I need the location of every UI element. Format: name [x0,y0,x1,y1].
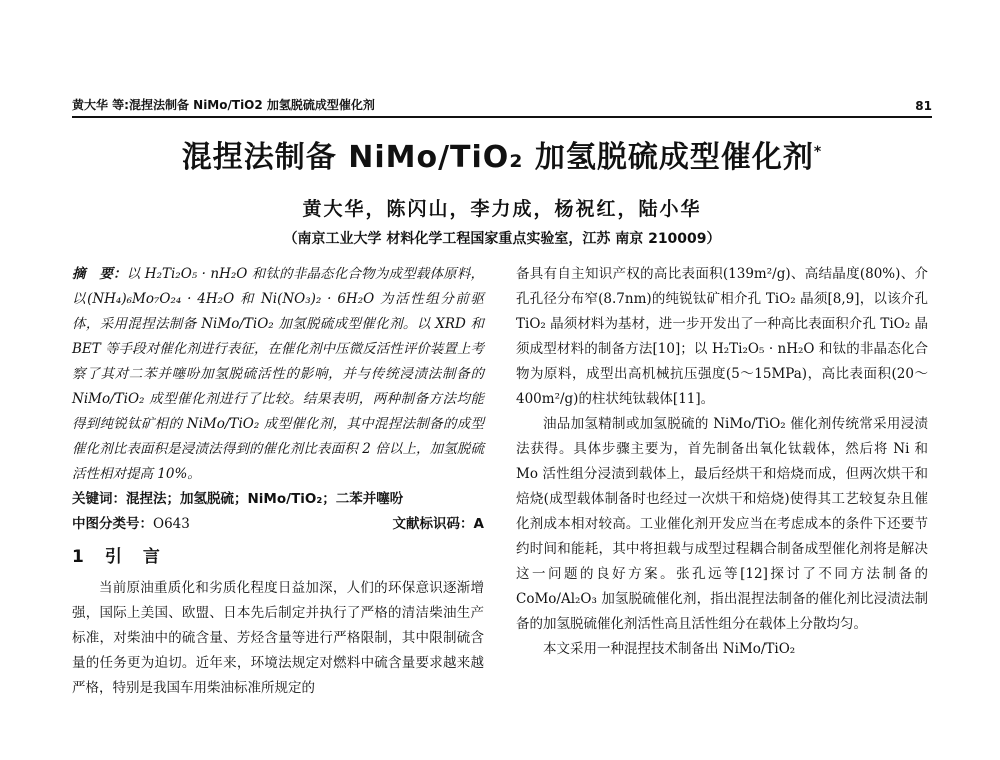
title-footnote-mark: * [813,144,823,160]
body-paragraph-1: 备具有自主知识产权的高比表面积(139m²/g)、高结晶度(80%)、介孔孔径分布窄(8.7nm)的纯锐钛矿相介孔 TiO₂ 晶须[8,9]，以该介孔 TiO₂ 晶须材料为基材，进一步开发出了一种高比表面积介孔 TiO₂ 晶须成型材料的制备方法[10]；以 H₂Ti₂O₅ · nH₂O 和钛的非晶态化合物为原料，成型出高机械抗压强度(5～15MPa)，高比表面积(20～400m²/g)的柱状纯钛载体[11]。 [516,266,928,407]
abstract-label: 摘 要： [72,266,127,282]
keywords [72,487,484,512]
author-list: 黄大华，陈闪山，李力成，杨祝红，陆小华 [302,198,702,220]
keywords-text: 混捏法；加氢脱硫；NiMo/TiO₂；二苯并噻吩 [126,491,404,507]
right-column [516,262,928,662]
body-paragraph-2: 油品加氢精制或加氢脱硫的 NiMo/TiO₂ 催化剂传统常采用浸渍法获得。具体步骤主要为，首先制备出氧化钛载体，然后将 Ni 和 Mo 活性组分浸渍到载体上，最后经烘干和焙烧而成，但两次烘干和焙烧(成型载体制备时也经过一次烘干和焙烧)使得其工艺较复杂且催化剂成本相对较高。工业催化剂开发应当在考虑成本的条件下还要节约时间和能耗，其中将担载与成型过程耦合制备成型催化剂将是解决这一问题的良好方案。张孔远等[12]探讨了不同方法制备的 CoMo/Al₂O₃ 加氢脱硫催化剂，指出混捏法制备的催化剂比浸渍法制备的加氢脱硫催化剂活性高且活性组分在载体上分散均匀。 [516,416,928,632]
clc-value: O643 [153,516,190,532]
paper-title [72,132,932,176]
classification-row [72,512,484,537]
body-paragraph-3: 本文采用一种混捏技术制备出 NiMo/TiO₂ [543,641,796,657]
left-column [72,262,484,701]
doc-code-label: 文献标识码： [392,516,474,532]
affiliation: （南京工业大学 材料化学工程国家重点实验室，江苏 南京 210009） [283,231,721,247]
doc-code-value: A [473,516,484,532]
intro-paragraph: 当前原油重质化和劣质化程度日益加深，人们的环保意识逐渐增强，国际上美国、欧盟、日本先后制定并执行了严格的清洁柴油生产标准，对柴油中的硫含量、芳烃含量等进行严格限制，其中限制硫含量的任务更为迫切。近年来，环境法规定对燃料中硫含量要求越来越严格，特别是我国车用柴油标准所规定的 [72,580,484,696]
page-number: 81 [915,99,932,113]
section-heading: 1 引 言 [72,547,162,567]
abstract [72,262,484,487]
clc-label: 中图分类号： [72,516,153,532]
paper-title-text: 混捏法制备 NiMo/TiO₂ 加氢脱硫成型催化剂 [181,140,814,175]
keywords-label: 关键词： [72,491,126,507]
header-rule [72,116,932,118]
abstract-text: 以 H₂Ti₂O₅ · nH₂O 和钛的非晶态化合物为成型载体原料，以(NH₄)₆Mo₇O₂₄ · 4H₂O 和 Ni(NO₃)₂ · 6H₂O 为活性组分前驱体，采用混捏法制备 NiMo/TiO₂ 加氢脱硫成型催化剂。以 XRD 和 BET 等手段对催化剂进行表征，在催化剂中压微反活性评价装置上考察了其对二苯并噻吩加氢脱硫活性的影响，并与传统浸渍法制备的 NiMo/TiO₂ 成型催化剂进行了比较。结果表明，两种制备方法均能得到纯锐钛矿相的 NiMo/TiO₂ 成型催化剂，其中混捏法制备的成型催化剂比表面积是浸渍法得到的催化剂比表面积 2 倍以上，加氢脱硫活性相对提高 10%。 [72,266,484,482]
running-title: 黄大华 等:混捏法制备 NiMo/TiO2 加氢脱硫成型催化剂 [72,98,375,112]
running-header [72,96,932,116]
